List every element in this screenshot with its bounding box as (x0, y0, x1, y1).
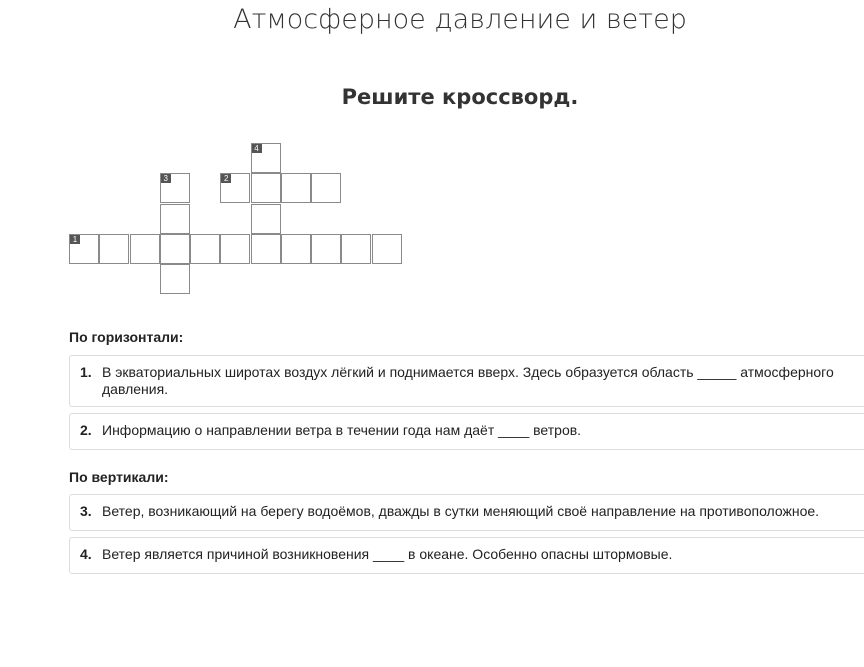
crossword-cell[interactable] (251, 143, 281, 173)
clue-across-2 (69, 413, 864, 450)
across-heading: По горизонтали: (69, 329, 184, 345)
crossword-cell[interactable] (69, 234, 99, 264)
clue-text: Информацию о направлении ветра в течении года нам даёт ____ ветров. (102, 422, 582, 438)
clue-number: 4. (80, 546, 92, 562)
cell-number: 4 (252, 144, 262, 153)
crossword-cell[interactable] (160, 234, 190, 264)
crossword-cell[interactable] (220, 173, 250, 203)
crossword-cell[interactable] (251, 204, 281, 234)
crossword-cell[interactable] (341, 234, 371, 264)
cell-number: 3 (161, 174, 171, 183)
clue-across-1 (69, 355, 864, 407)
crossword-cell[interactable] (190, 234, 220, 264)
task-title: Решите кроссворд. (341, 85, 579, 109)
crossword-cell[interactable] (311, 173, 341, 203)
crossword-cell[interactable] (130, 234, 160, 264)
crossword-cell[interactable] (251, 234, 281, 264)
crossword-cell[interactable] (99, 234, 129, 264)
crossword-cell[interactable] (372, 234, 402, 264)
crossword-cell[interactable] (281, 173, 311, 203)
clue-down-3 (69, 494, 864, 531)
crossword-cell[interactable] (251, 173, 281, 203)
crossword-cell[interactable] (311, 234, 341, 264)
page-title: Атмосферное давление и ветер (233, 4, 687, 35)
crossword-cell[interactable] (281, 234, 311, 264)
clue-text: Ветер, возникающий на берегу водоёмов, дважды в сутки меняющий своё направление на противоположное. (102, 503, 820, 519)
clue-text: Ветер является причиной возникновения ____ в океане. Особенно опасны штормовые. (102, 546, 673, 562)
crossword-cell[interactable] (160, 204, 190, 234)
crossword-cell[interactable] (160, 173, 190, 203)
clue-number: 1. (80, 364, 92, 380)
cell-number: 2 (221, 174, 231, 183)
down-heading: По вертикали: (69, 469, 169, 485)
crossword-cell[interactable] (220, 234, 250, 264)
cell-number: 1 (70, 235, 80, 244)
crossword-cell[interactable] (160, 264, 190, 294)
clue-number: 2. (80, 422, 92, 438)
clue-down-4 (69, 537, 864, 574)
clue-text: В экваториальных широтах воздух лёгкий и поднимается вверх. Здесь образуется область _____ атмосферного давления. (102, 364, 834, 397)
clue-number: 3. (80, 503, 92, 519)
